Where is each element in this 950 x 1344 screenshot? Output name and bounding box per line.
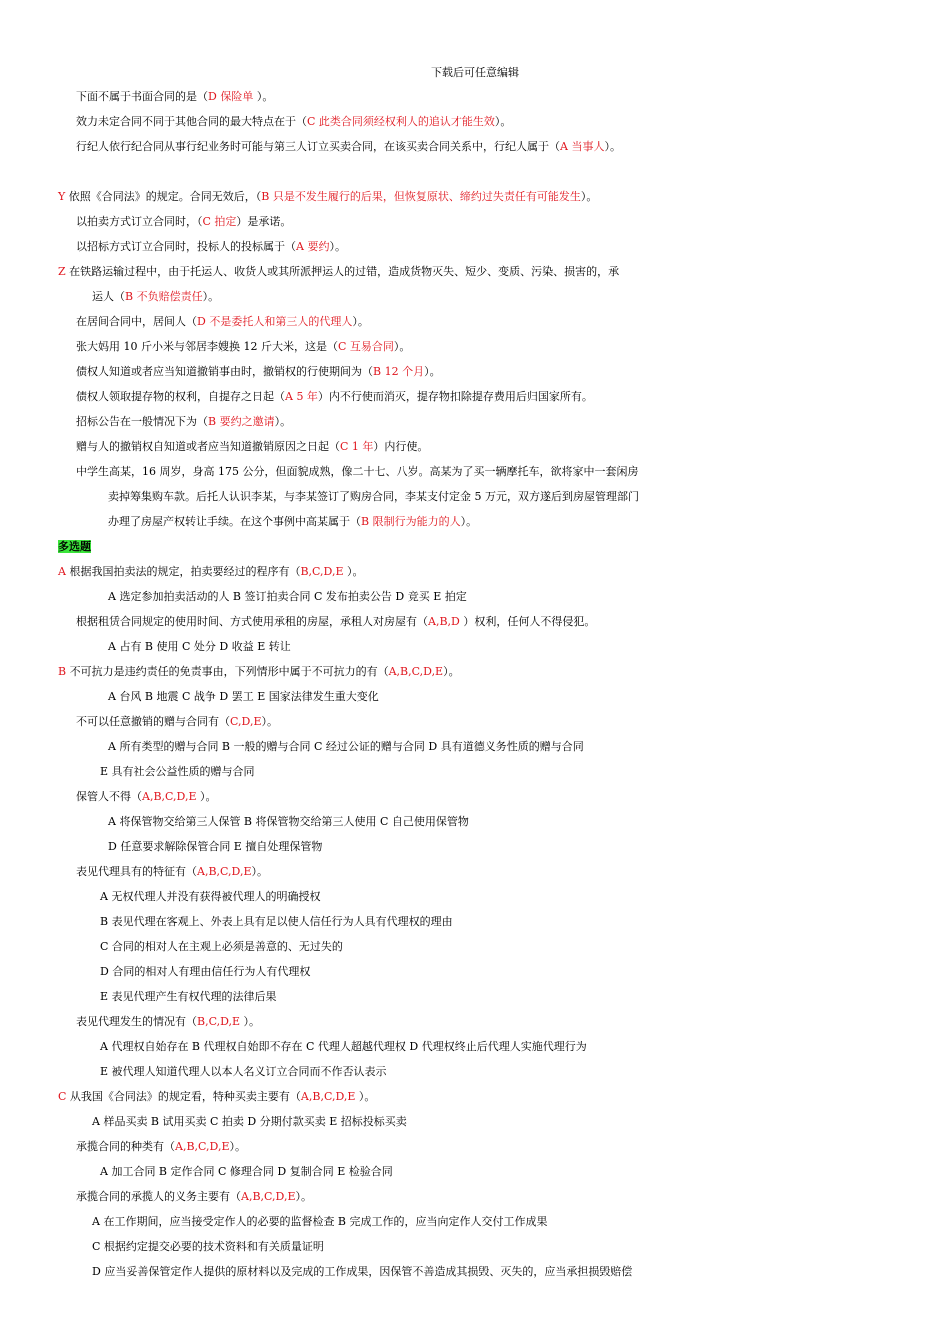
answer: B 只是不发生履行的后果，但恢复原状、缔约过失责任有可能发生 — [261, 190, 581, 203]
answer: A,B,C,D,E — [175, 1140, 230, 1153]
options-line: A 无权代理人并没有获得被代理人的明确授权 — [100, 890, 321, 903]
section-heading — [0, 534, 950, 559]
document-body — [0, 84, 950, 1284]
index-letter: Y — [58, 190, 66, 203]
answer: B,C,D,E — [197, 1015, 241, 1028]
options-line: C 根据约定提交必要的技术资料和有关质量证明 — [92, 1240, 324, 1253]
answer: B 限制行为能力的人 — [361, 515, 461, 528]
options-line: E 表见代理产生有权代理的法律后果 — [100, 990, 277, 1003]
question-line: 赠与人的撤销权自知道或者应当知道撤销原因之日起（C 1 年）内行使。 — [76, 440, 429, 453]
question-line: 保管人不得（A,B,C,D,E ）。 — [76, 790, 217, 803]
question-line: B 不可抗力是违约责任的免责事由，下列情形中属于不可抗力的有（A,B,C,D,E）。 — [58, 665, 460, 678]
index-letter: B — [58, 665, 67, 678]
question-line: A 根据我国拍卖法的规定，拍卖要经过的程序有（B,C,D,E ）。 — [58, 565, 364, 578]
answer: A 要约 — [296, 240, 330, 253]
answer: B 要约之邀请 — [208, 415, 275, 428]
options-line: A 选定参加拍卖活动的人 B 签订拍卖合同 C 发布拍卖公告 D 竞买 E 拍定 — [108, 590, 467, 603]
options-line: D 应当妥善保管定作人提供的原材料以及完成的工作成果，因保管不善造成其损毁、灭失的，应当承担损毁赔偿 — [92, 1265, 633, 1278]
options-line: B 表见代理在客观上、外表上具有足以使人信任行为人具有代理权的理由 — [100, 915, 453, 928]
question-line: 承揽合同的种类有（A,B,C,D,E）。 — [76, 1140, 246, 1153]
question-line: 效力未定合同不同于其他合同的最大特点在于（C 此类合同须经权利人的追认才能生效）。 — [76, 115, 512, 128]
options-line: C 合同的相对人在主观上必须是善意的、无过失的 — [100, 940, 343, 953]
question-line-cont: 卖掉筹集购车款。后托人认识李某，与李某签订了购房合同，李某支付定金 5 万元，双方遂后到房屋管理部门 — [108, 490, 639, 503]
answer: D 不是委托人和第三人的代理人 — [197, 315, 353, 328]
question-line: 张大妈用 10 斤小米与邻居李嫂换 12 斤大米，这是（C 互易合同）。 — [76, 340, 411, 353]
question-line: Y 依照《合同法》的规定。合同无效后，（B 只是不发生履行的后果，但恢复原状、缔约过失责任有可能发生）。 — [58, 190, 598, 203]
answer: C 拍定 — [202, 215, 237, 228]
question-line: 以招标方式订立合同时，投标人的投标属于（A 要约）。 — [76, 240, 346, 253]
options-line: D 任意要求解除保管合同 E 擅自处理保管物 — [108, 840, 323, 853]
answer: B,C,D,E — [300, 565, 344, 578]
options-line: A 在工作期间，应当接受定作人的必要的监督检查 B 完成工作的，应当向定作人交付工作成果 — [92, 1215, 548, 1228]
question-line: 中学生高某，16 周岁，身高 175 公分，但面貌成熟，像二十七、八岁。高某为了买一辆摩托车，欲将家中一套闲房 — [76, 465, 639, 478]
question-line: C 从我国《合同法》的规定看，特种买卖主要有（A,B,C,D,E ）。 — [58, 1090, 376, 1103]
answer: C 此类合同须经权利人的追认才能生效 — [307, 115, 495, 128]
answer: B 不负赔偿责任 — [125, 290, 203, 303]
answer: A,B,C,D,E — [388, 665, 444, 678]
question-line-cont: 办理了房屋产权转让手续。在这个事例中高某属于（B 限制行为能力的人）。 — [108, 515, 478, 528]
index-letter: A — [58, 565, 66, 578]
section-label: 多选题 — [58, 540, 91, 553]
question-line: 表见代理发生的情况有（B,C,D,E ）。 — [76, 1015, 261, 1028]
answer: C 互易合同 — [337, 340, 394, 353]
question-line: 行纪人依行纪合同从事行纪业务时可能与第三人订立买卖合同，在该买卖合同关系中，行纪人属于（A 当事人）。 — [76, 140, 621, 153]
answer: A,B,C,D,E — [142, 790, 197, 803]
index-letter: C — [58, 1090, 67, 1103]
answer: A,B,C,D,E — [241, 1190, 296, 1203]
index-letter: Z — [58, 265, 66, 278]
question-line: 以拍卖方式订立合同时，（C 拍定）是承诺。 — [76, 215, 292, 228]
answer: A 当事人 — [560, 140, 605, 153]
question-line: 不可以任意撤销的赠与合同有（C,D,E）。 — [76, 715, 278, 728]
options-line: A 所有类型的赠与合同 B 一般的赠与合同 C 经过公证的赠与合同 D 具有道德义务性质的赠与合同 — [108, 740, 584, 753]
question-line: Z 在铁路运输过程中，由于托运人、收货人或其所派押运人的过错，造成货物灭失、短少、变质、污染、损害的，承 — [58, 265, 620, 278]
question-line: 债权人知道或者应当知道撤销事由时，撤销权的行使期间为（B 12 个月）。 — [76, 365, 441, 378]
question-line: 在居间合同中，居间人（D 不是委托人和第三人的代理人）。 — [76, 315, 369, 328]
options-line: A 将保管物交给第三人保管 B 将保管物交给第三人使用 C 自己使用保管物 — [108, 815, 469, 828]
question-line: 债权人领取提存物的权利，自提存之日起（A 5 年）内不行使而消灭，提存物扣除提存费用后归国家所有。 — [76, 390, 593, 403]
answer: A,B,C,D,E — [197, 865, 252, 878]
options-line: E 具有社会公益性质的赠与合同 — [100, 765, 255, 778]
answer: A,B,D — [428, 615, 460, 628]
question-line: 根据租赁合同规定的使用时间、方式使用承租的房屋，承租人对房屋有（A,B,D ）权利，任何人不得侵犯。 — [76, 615, 596, 628]
answer: B 12 个月 — [373, 365, 425, 378]
page-header: 下载后可任意编辑 — [431, 66, 519, 79]
answer: C 1 年 — [340, 440, 374, 453]
question-line: 承揽合同的承揽人的义务主要有（A,B,C,D,E）。 — [76, 1190, 312, 1203]
answer: C,D,E — [230, 715, 262, 728]
question-line-cont: 运人（B 不负赔偿责任）。 — [92, 290, 220, 303]
answer: D 保险单 — [208, 90, 254, 103]
options-line: A 样品买卖 B 试用买卖 C 拍卖 D 分期付款买卖 E 招标投标买卖 — [92, 1115, 407, 1128]
options-line: A 加工合同 B 定作合同 C 修理合同 D 复制合同 E 检验合同 — [100, 1165, 393, 1178]
answer: A,B,C,D,E — [300, 1090, 356, 1103]
question-line: 表见代理具有的特征有（A,B,C,D,E）。 — [76, 865, 268, 878]
question-line: 下面不属于书面合同的是（D 保险单 ）。 — [76, 90, 274, 103]
options-line: A 占有 B 使用 C 处分 D 收益 E 转让 — [108, 640, 291, 653]
options-line: E 被代理人知道代理人以本人名义订立合同而不作否认表示 — [100, 1065, 387, 1078]
blank-line — [0, 159, 950, 184]
options-line: D 合同的相对人有理由信任行为人有代理权 — [100, 965, 311, 978]
answer: A 5 年 — [285, 390, 318, 403]
options-line: A 台风 B 地震 C 战争 D 罢工 E 国家法律发生重大变化 — [108, 690, 379, 703]
question-line: 招标公告在一般情况下为（B 要约之邀请）。 — [76, 415, 292, 428]
options-line: A 代理权自始存在 B 代理权自始即不存在 C 代理人超越代理权 D 代理权终止后代理人实施代理行为 — [100, 1040, 587, 1053]
